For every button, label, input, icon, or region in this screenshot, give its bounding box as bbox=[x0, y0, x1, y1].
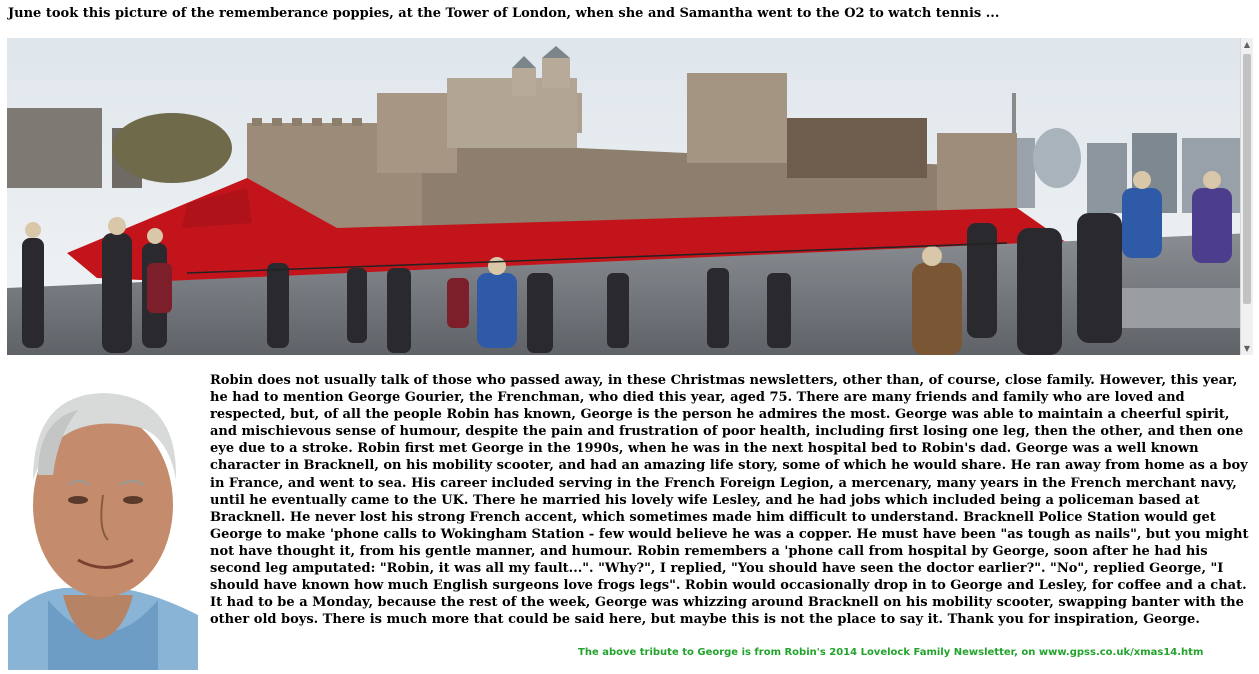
scroll-up-arrow-icon[interactable]: ▲ bbox=[1243, 40, 1251, 49]
panorama-scrollbar[interactable] bbox=[1240, 38, 1253, 355]
scroll-down-arrow-icon[interactable]: ▼ bbox=[1243, 344, 1251, 353]
photo-caption: June took this picture of the rememberance poppies, at the Tower of London, when she and Samantha went to the O2 to watch tennis ... bbox=[8, 6, 1000, 21]
newsletter-link[interactable]: www.gpss.co.uk/xmas14.htm bbox=[1038, 647, 1204, 658]
tower-poppies-panorama bbox=[7, 38, 1253, 355]
scrollbar-thumb[interactable] bbox=[1243, 54, 1251, 304]
george-portrait bbox=[8, 365, 198, 670]
credit-prefix: The above tribute to George is from Robin's 2014 Lovelock Family Newsletter, on bbox=[578, 647, 1039, 658]
newsletter-credit bbox=[578, 647, 1248, 658]
tribute-paragraph: Robin does not usually talk of those who passed away, in these Christmas newsletters, other than, of course, close family. However, this year, he had to mention George Gourier, the Frenchman, who died this year, aged 75. There are many friends and family who are loved and respected, but, of all the people Robin has known, George is the person he admires the most. George was able to maintain a cheerful spirit, and mischievous sense of humour, despite the pain and frustration of poor health, including first losing one leg, then the other, and then one eye due to a stroke. Robin first met George in the 1990s, when he was in the next hospital bed to Robin's dad. George was a well known character in Bracknell, on his mobility scooter, and had an amazing life story, some of which he would share. He ran away from home as a boy in France, and went to sea. His career included serving in the French Foreign Legion, a mercenary, many years in the French merchant navy, until he eventually came to the UK. There he married his lovely wife Lesley, and he had jobs which included being a policeman based at Bracknell. He never lost his strong French accent, which sometimes made him difficult to understand. Bracknell Police Station would get George to make 'phone calls to Wokingham Station - few would believe he was a copper. He must have been "as tough as nails", but you might not have thought it, from his gentle manner, and humour. Robin remembers a 'phone call from hospital by George, soon after he had his second leg amputated: "Robin, it was all my fault...". "Why?", I replied, "You should have seen the doctor earlier?". "No", replied George, "I should have known how much English surgeons love frogs legs". Robin would occasionally drop in to George and Lesley, for coffee and a chat. It had to be a Monday, because the rest of the week, George was whizzing around Bracknell on his mobility scooter, swapping banter with the other old boys. There is much more that could be said here, but maybe this is not the place to say it. Thank you for inspiration, George. bbox=[210, 373, 1249, 628]
